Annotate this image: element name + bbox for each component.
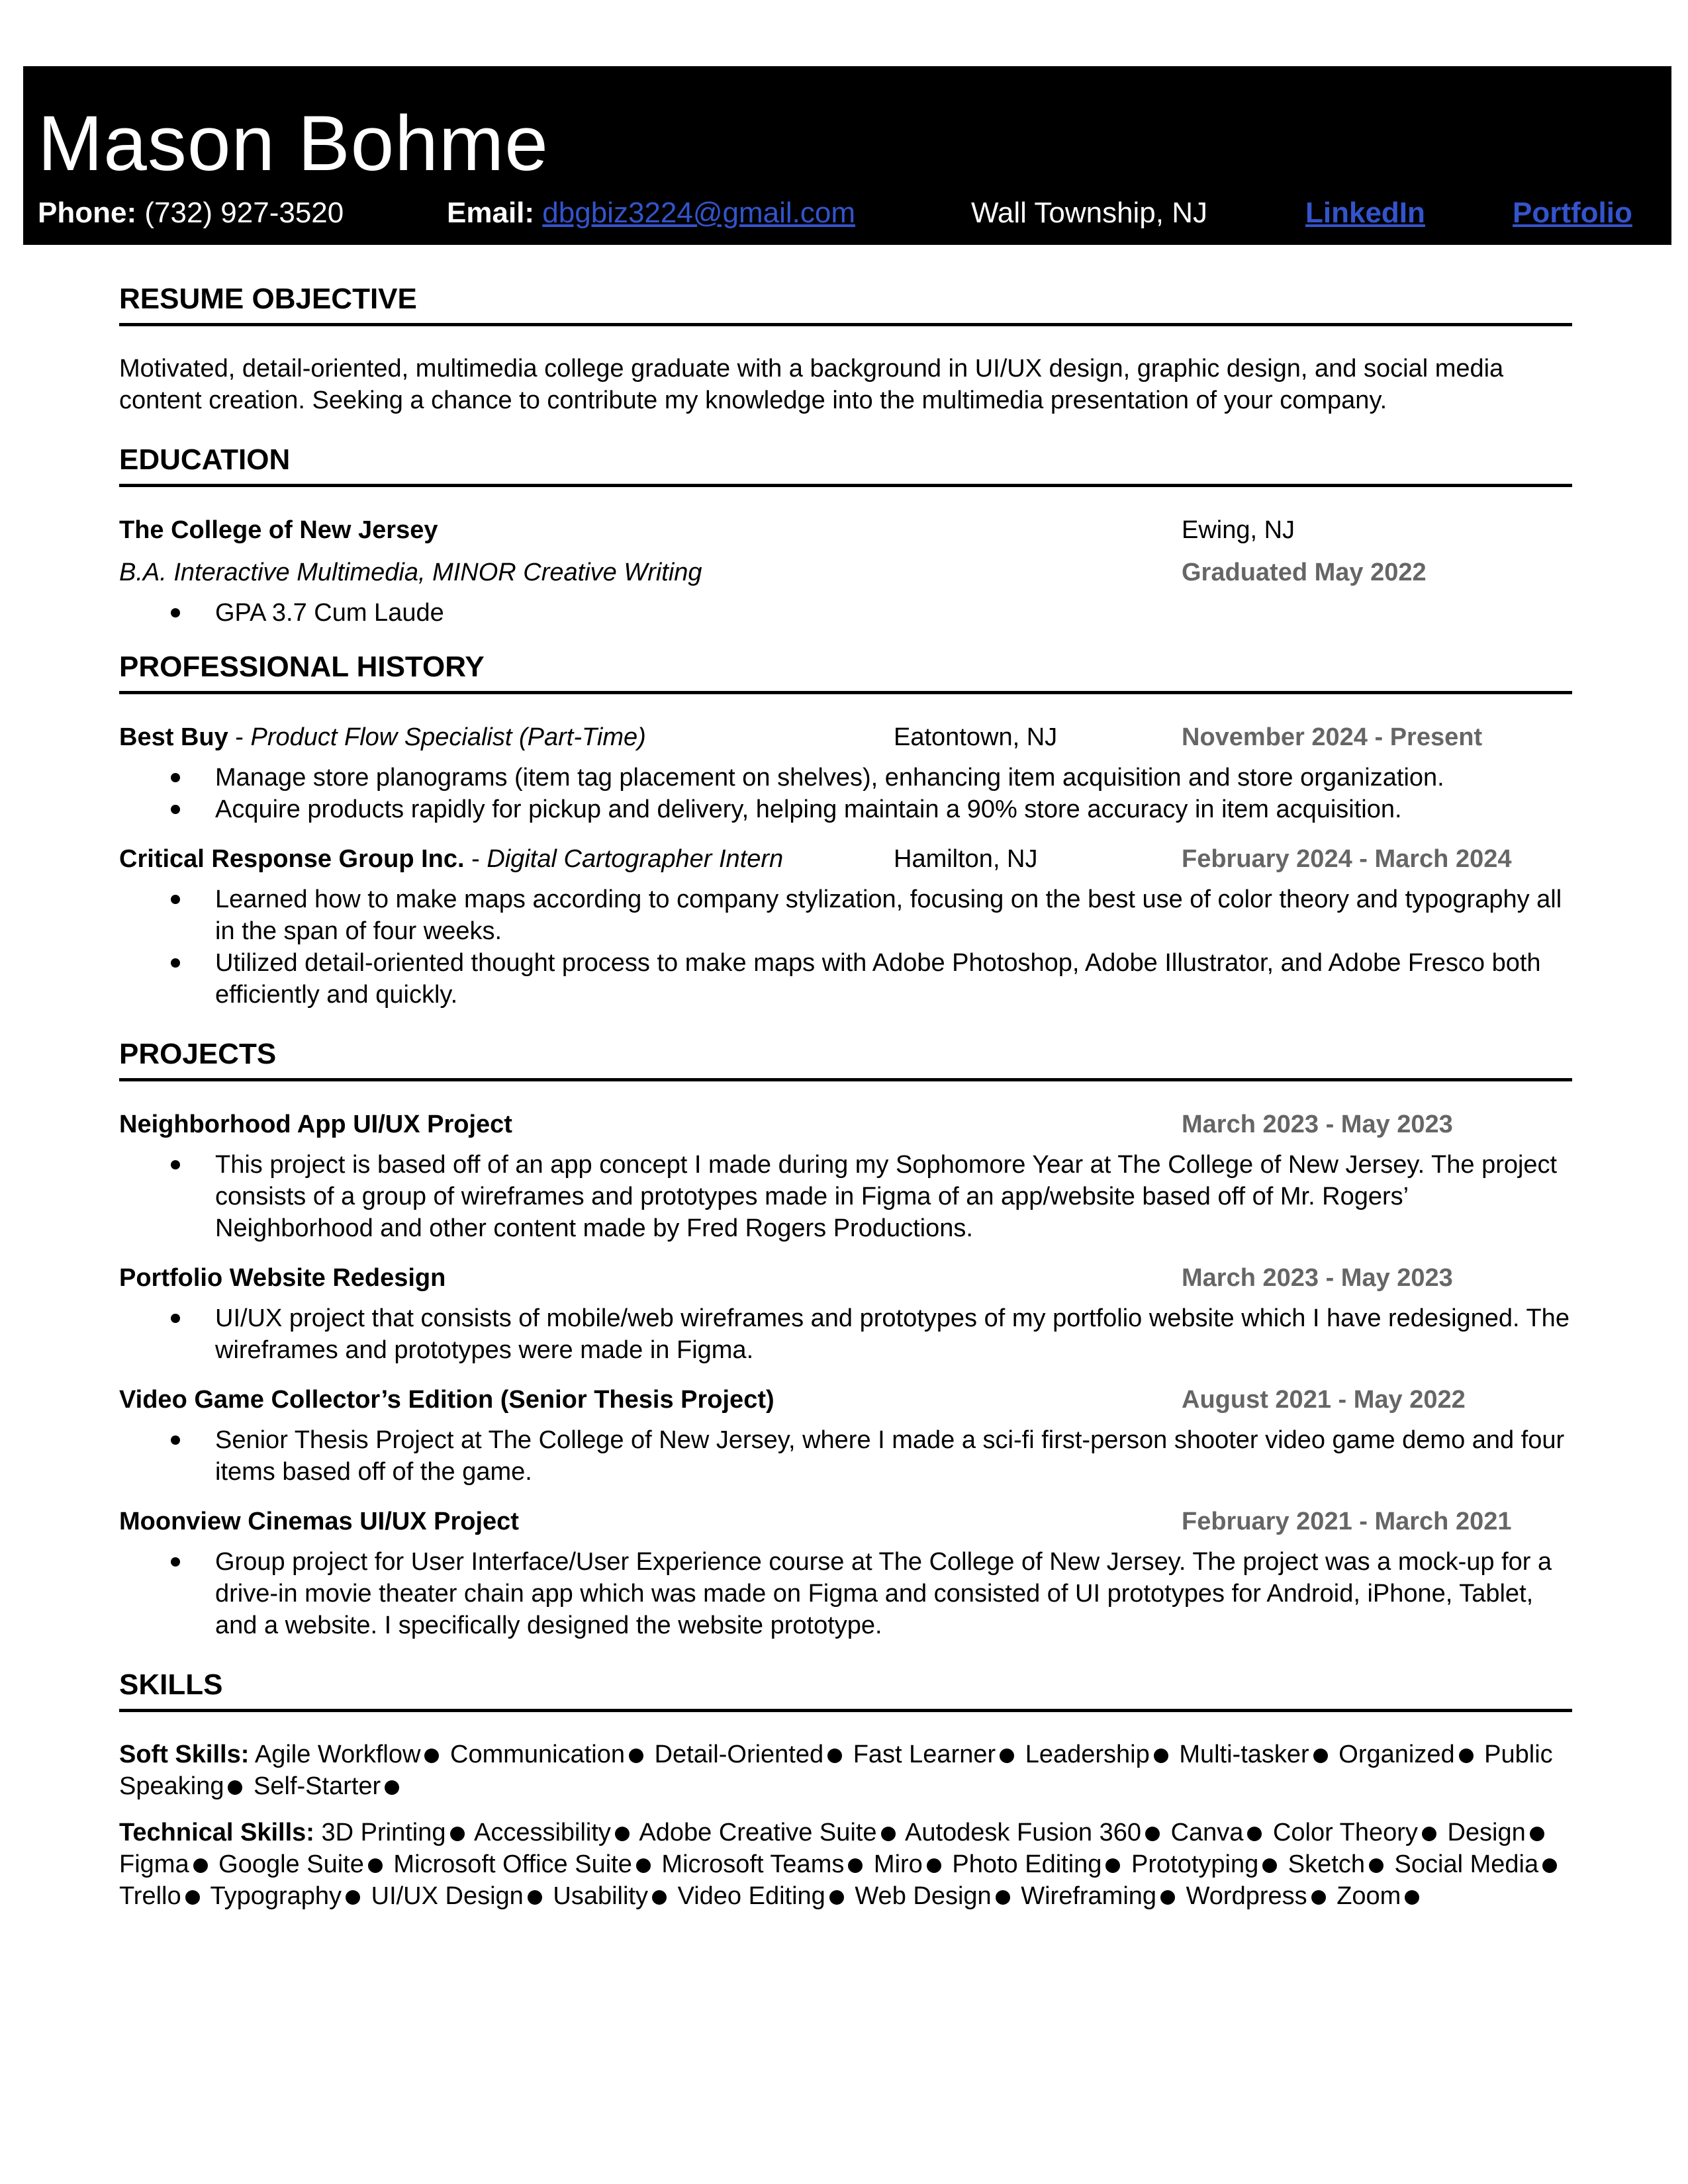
- project-date: August 2021 - May 2022: [1182, 1386, 1466, 1414]
- skill-item: Miro: [873, 1850, 923, 1878]
- bullet-dot-icon: [652, 1890, 667, 1905]
- location-text: Wall Township, NJ: [971, 197, 1208, 229]
- skill-item: Self-Starter: [254, 1772, 381, 1800]
- bullet-dot-icon: [636, 1858, 651, 1873]
- skill-item: Typography: [210, 1882, 342, 1910]
- bullet-dot-icon: [1160, 1890, 1175, 1905]
- bullet-dot-icon: [193, 1858, 208, 1873]
- skill-item: Accessibility: [473, 1819, 611, 1846]
- project-row: [119, 1505, 1572, 1538]
- project-bullets: [119, 1424, 1572, 1488]
- job-role: Product Flow Specialist (Part-Time): [250, 723, 646, 751]
- project-date: February 2021 - March 2021: [1182, 1508, 1512, 1535]
- job-role: Digital Cartographer Intern: [487, 845, 784, 873]
- skill-item: 3D Printing: [321, 1819, 446, 1846]
- skill-item: Agile Workflow: [254, 1741, 421, 1768]
- project-bullets: [119, 1149, 1572, 1244]
- skill-item: Public Speaking: [119, 1741, 1553, 1800]
- skill-item: UI/UX Design: [371, 1882, 524, 1910]
- soft-skills: [119, 1739, 1572, 1802]
- company-name: Critical Response Group Inc.: [119, 845, 465, 873]
- separator: -: [228, 723, 251, 751]
- bullet-dot-icon: [1000, 1749, 1014, 1763]
- education-bullet: GPA 3.7 Cum Laude: [119, 597, 1572, 629]
- school-name: The College of New Jersey: [119, 516, 438, 544]
- job-location: Eatontown, NJ: [894, 723, 1058, 751]
- company-name: Best Buy: [119, 723, 228, 751]
- bullet-dot-icon: [1405, 1890, 1419, 1905]
- objective-text: Motivated, detail-oriented, multimedia college graduate with a background in UI/UX design, graphic design, and social media content creation. Seeking a chance to contribute my knowledge into the multimedia presentation of your company.: [119, 355, 1504, 414]
- skill-item: Trello: [119, 1882, 181, 1910]
- project-name: Portfolio Website Redesign: [119, 1264, 446, 1292]
- bullet-dot-icon: [1154, 1749, 1168, 1763]
- skill-item: Photo Editing: [952, 1850, 1102, 1878]
- skill-item: Leadership: [1025, 1741, 1150, 1768]
- skill-item: Color Theory: [1272, 1819, 1418, 1846]
- skill-item: Microsoft Teams: [661, 1850, 845, 1878]
- job-title-line: [119, 721, 646, 754]
- bullet-dot-icon: [1105, 1858, 1120, 1873]
- bullet-dot-icon: [848, 1858, 863, 1873]
- job-bullet: Acquire products rapidly for pickup and delivery, helping maintain a 90% store accuracy in item acquisition.: [119, 794, 1572, 825]
- soft-skills-list: [119, 1741, 1553, 1800]
- skill-item: Video Editing: [677, 1882, 825, 1910]
- project-bullet: Senior Thesis Project at The College of New Jersey, where I made a sci-fi first-person shooter video game demo and four items based off of the game.: [119, 1424, 1572, 1488]
- job-title-line: [119, 842, 783, 876]
- skill-item: Microsoft Office Suite: [393, 1850, 632, 1878]
- section-title-education: EDUCATION: [119, 445, 1572, 487]
- bullet-dot-icon: [829, 1890, 844, 1905]
- project-date: March 2023 - May 2023: [1182, 1111, 1453, 1138]
- job-bullet: Manage store planograms (item tag placement on shelves), enhancing item acquisition and store organization.: [119, 762, 1572, 794]
- education-degree-row: [119, 556, 1572, 589]
- phone-number: (732) 927-3520: [144, 197, 344, 229]
- email-label: Email:: [447, 197, 535, 229]
- portfolio-link[interactable]: Portfolio: [1513, 197, 1632, 229]
- skill-item: Web Design: [855, 1882, 992, 1910]
- contact-bar: [38, 193, 1660, 233]
- skill-item: Design: [1447, 1819, 1526, 1846]
- section-title-skills: SKILLS: [119, 1670, 1572, 1712]
- bullet-dot-icon: [185, 1890, 200, 1905]
- skill-item: Communication: [450, 1741, 626, 1768]
- linkedin-link[interactable]: LinkedIn: [1305, 197, 1425, 229]
- section-title-history: PROFESSIONAL HISTORY: [119, 653, 1572, 694]
- bullet-dot-icon: [996, 1890, 1010, 1905]
- bullet-dot-icon: [1530, 1827, 1544, 1841]
- skill-item: Social Media: [1394, 1850, 1539, 1878]
- degree: B.A. Interactive Multimedia, MINOR Creative Writing: [119, 559, 702, 586]
- education-school-row: [119, 514, 1572, 547]
- project-bullets: [119, 1546, 1572, 1641]
- email-link[interactable]: dbgbiz3224@gmail.com: [542, 197, 855, 229]
- project-name: Moonview Cinemas UI/UX Project: [119, 1508, 519, 1535]
- bullet-dot-icon: [1247, 1827, 1262, 1841]
- bullet-dot-icon: [450, 1827, 465, 1841]
- project-row: [119, 1261, 1572, 1295]
- project-bullet: Group project for User Interface/User Experience course at The College of New Jersey. The project was a mock-up for a drive-in movie theater chain app which was made on Figma and consisted of UI prototypes for Android, iPhone, Tablet, and a website. I specifically designed the website prototype.: [119, 1546, 1572, 1641]
- candidate-name: Mason Bohme: [38, 100, 549, 187]
- technical-skills-list: [119, 1819, 1561, 1910]
- bullet-dot-icon: [368, 1858, 383, 1873]
- bullet-dot-icon: [1459, 1749, 1474, 1763]
- project-bullets: [119, 1302, 1572, 1366]
- bullet-dot-icon: [615, 1827, 630, 1841]
- bullet-dot-icon: [1311, 1890, 1326, 1905]
- education-bullets: [119, 597, 1572, 629]
- email-info: [447, 193, 855, 233]
- separator: -: [464, 845, 487, 873]
- project-name: Video Game Collector’s Edition (Senior Thesis Project): [119, 1386, 774, 1414]
- section-title-objective: RESUME OBJECTIVE: [119, 285, 1572, 326]
- bullet-dot-icon: [881, 1827, 896, 1841]
- project-row: [119, 1108, 1572, 1141]
- resume-header: [23, 66, 1671, 245]
- skill-item: Figma: [119, 1850, 189, 1878]
- skill-item: Zoom: [1336, 1882, 1401, 1910]
- job-date: February 2024 - March 2024: [1182, 845, 1512, 873]
- skill-item: Multi-tasker: [1179, 1741, 1309, 1768]
- skill-item: Adobe Creative Suite: [639, 1819, 877, 1846]
- bullet-dot-icon: [528, 1890, 542, 1905]
- technical-skills: [119, 1817, 1572, 1912]
- soft-skills-label: Soft Skills:: [119, 1741, 250, 1768]
- bullet-dot-icon: [827, 1749, 842, 1763]
- project-bullet: This project is based off of an app concept I made during my Sophomore Year at The College of New Jersey. The project consists of a group of wireframes and prototypes made in Figma of an app/website based off of Mr. Rogers’ Neighborhood and other content made by Fred Rogers Productions.: [119, 1149, 1572, 1244]
- job-row-critical-response: [119, 842, 1572, 876]
- bullet-dot-icon: [1262, 1858, 1277, 1873]
- bullet-dot-icon: [228, 1780, 242, 1795]
- bullet-dot-icon: [927, 1858, 941, 1873]
- bullet-dot-icon: [1369, 1858, 1383, 1873]
- skill-item: Fast Learner: [853, 1741, 996, 1768]
- job-bullet: Utilized detail-oriented thought process to make maps with Adobe Photoshop, Adobe Illustrator, and Adobe Fresco both efficiently and quickly.: [119, 947, 1572, 1011]
- graduation-date: Graduated May 2022: [1182, 559, 1427, 586]
- job-bullets: [119, 762, 1572, 825]
- school-location: Ewing, NJ: [1182, 516, 1295, 544]
- job-location: Hamilton, NJ: [894, 845, 1038, 873]
- bullet-dot-icon: [1422, 1827, 1436, 1841]
- skill-item: Google Suite: [218, 1850, 364, 1878]
- skill-item: Wordpress: [1186, 1882, 1307, 1910]
- job-bullets: [119, 884, 1572, 1011]
- section-title-projects: PROJECTS: [119, 1040, 1572, 1081]
- bullet-dot-icon: [385, 1780, 399, 1795]
- job-date: November 2024 - Present: [1182, 723, 1483, 751]
- technical-skills-label: Technical Skills:: [119, 1819, 314, 1846]
- skill-item: Prototyping: [1131, 1850, 1259, 1878]
- skill-item: Canva: [1170, 1819, 1244, 1846]
- skill-item: Autodesk Fusion 360: [904, 1819, 1141, 1846]
- bullet-dot-icon: [1313, 1749, 1328, 1763]
- phone-info: [38, 193, 344, 233]
- bullet-dot-icon: [424, 1749, 439, 1763]
- job-row-best-buy: [119, 721, 1572, 754]
- skill-item: Organized: [1338, 1741, 1455, 1768]
- project-bullet: UI/UX project that consists of mobile/web wireframes and prototypes of my portfolio website which I have redesigned. The wireframes and prototypes were made in Figma.: [119, 1302, 1572, 1366]
- resume-body: [119, 285, 1572, 1912]
- skill-item: Wireframing: [1021, 1882, 1157, 1910]
- project-date: March 2023 - May 2023: [1182, 1264, 1453, 1292]
- bullet-dot-icon: [1542, 1858, 1557, 1873]
- bullet-dot-icon: [1145, 1827, 1160, 1841]
- skill-item: Sketch: [1288, 1850, 1365, 1878]
- project-name: Neighborhood App UI/UX Project: [119, 1111, 512, 1138]
- bullet-dot-icon: [346, 1890, 360, 1905]
- bullet-dot-icon: [629, 1749, 643, 1763]
- skill-item: Detail-Oriented: [654, 1741, 824, 1768]
- job-bullet: Learned how to make maps according to company stylization, focusing on the best use of color theory and typography all in the span of four weeks.: [119, 884, 1572, 947]
- skill-item: Usability: [553, 1882, 648, 1910]
- project-row: [119, 1383, 1572, 1416]
- phone-label: Phone:: [38, 197, 137, 229]
